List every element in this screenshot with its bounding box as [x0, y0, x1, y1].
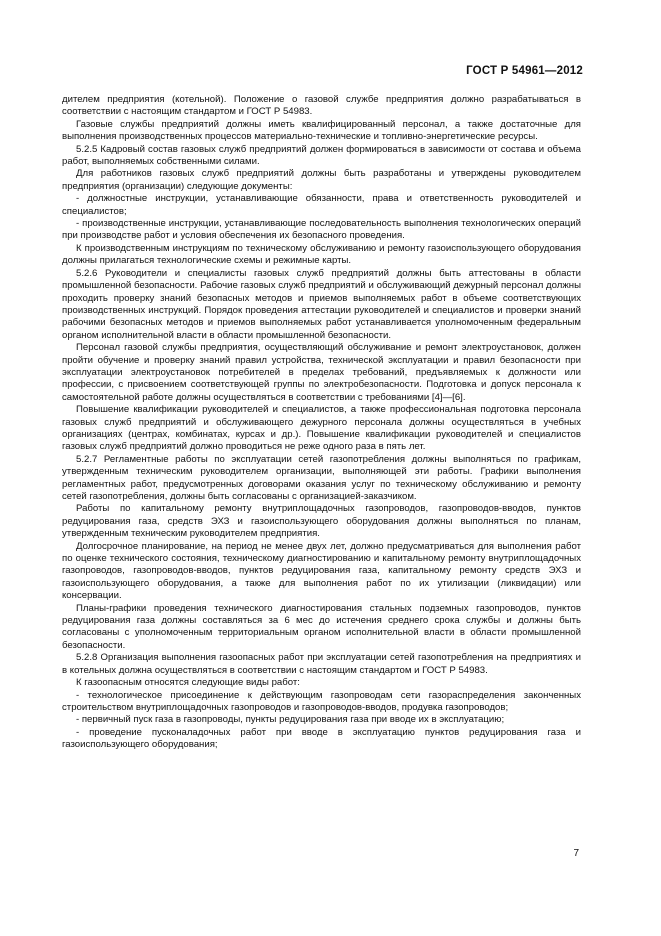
paragraph: Персонал газовой службы предприятия, осуществляющий обслуживание и ремонт электроустановок, должен пройти обучение и проверку знаний правил устройства, технической эксплуатации и правил безопасности при эксплуатации электроустановок потребителей в пределах требований, предъявляемых к должности или профессии, с присвоением соответствующей группы по электробезопасности. Подготовка и допуск персонала к самостоятельной работе должны осуществляться в соответствии с требованиями [4]—[6]. [62, 342, 581, 403]
paragraph: Газовые службы предприятий должны иметь квалифицированный персонал, а также достаточные для выполнения производственных процессов материально-технические и топливно-энергетические ресурсы. [62, 118, 581, 143]
paragraph: 5.2.6 Руководители и специалисты газовых служб предприятий должны быть аттестованы в области промышленной безопасности. Рабочие газовых служб предприятий и обслуживающий дежурный персонал должны проходить проверку знаний безопасных методов и приемов выполняемых работ в объеме соответствующих производственных инструкций. Порядок проведения аттестации руководителей и специалистов и проверки знаний рабочими безопасных методов и приемов выполняемых работ устанавливается уполномоченным федеральным органом исполнительной власти в области промышленной безопасности. [62, 267, 581, 341]
paragraph: Планы-графики проведения технического диагностирования стальных подземных газопроводов, пунктов редуцирования газа должны составляться за 6 мес до истечения среднего срока службы и должны быть согласованы с уполномоченным территориальным органом исполнительной власти в области промышленной безопасности. [62, 602, 581, 651]
paragraph: 5.2.8 Организация выполнения газоопасных работ при эксплуатации сетей газопотребления на предприятиях и в котельных должна осуществляться в соответствии с настоящим стандартом и ГОСТ Р 54983. [62, 652, 581, 676]
paragraph: дителем предприятия (котельной). Положение о газовой службе предприятия должно разрабатываться в соответствии с настоящим стандартом и ГОСТ Р 54983. [62, 94, 581, 118]
list-item: - производственные инструкции, устанавливающие последовательность выполнения технологических операций при производстве работ и условия обеспечения их безопасного проведения. [62, 218, 581, 242]
paragraph: Повышение квалификации руководителей и специалистов, а также профессиональная подготовка персонала газовых служб предприятий и обслуживающего дежурного персонала должны осуществляться в учебных организациях (центрах, комбинатах, курсах и др.). Повышение квалификации руководителей и специалистов газовых служб предприятий должно проводиться не реже одного раза в пять лет. [62, 404, 581, 453]
list-item: - проведение пусконаладочных работ при вводе в эксплуатацию пунктов редуцирования газа и газоиспользующего оборудования; [62, 726, 581, 751]
paragraph: К газоопасным относятся следующие виды работ: [76, 677, 300, 689]
paragraph: 5.2.7 Регламентные работы по эксплуатации сетей газопотребления должны выполняться по графикам, утвержденным техническим руководителем организации, выполняющей эти работы. Графики выполнения регламентных работ, предусмотренных договорами оказания услуг по техническому обслуживанию и ремонту сетей газопотребления, должны быть согласованы с организацией-заказчиком. [62, 453, 581, 502]
paragraph: 5.2.5 Кадровый состав газовых служб предприятий должен формироваться в зависимости от состава и объема работ, выполняемых собственными силами. [62, 143, 581, 168]
paragraph: Для работников газовых служб предприятий должны быть разработаны и утверждены руководителем предприятия (организации) следующие документы: [62, 168, 581, 192]
list-item: - должностные инструкции, устанавливающие обязанности, права и ответственность руководителей и специалистов; [62, 193, 581, 217]
standard-header: ГОСТ Р 54961—2012 [466, 65, 583, 77]
list-item: - технологическое присоединение к действующим газопроводам сети газораспределения законченных строительством внутриплощадочных газопроводов и газопроводов-вводов, продувка газопроводов; [62, 689, 581, 713]
paragraph: К производственным инструкциям по техническому обслуживанию и ремонту газоиспользующего оборудования должны прилагаться технологические схемы и режимные карты. [62, 242, 581, 267]
paragraph: Работы по капитальному ремонту внутриплощадочных газопроводов, газопроводов-вводов, пунктов редуцирования газа, средств ЭХЗ и газоиспользующего оборудования должны выполняться по планам, утвержденным техническим руководителем предприятия. [62, 503, 581, 540]
page-number: 7 [573, 848, 579, 859]
document-body [62, 94, 581, 752]
paragraph: Долгосрочное планирование, на период не менее двух лет, должно предусматриваться для выполнения работ по оценке технического состояния, техническому диагностированию и капитальному ремонту внутриплощадочных газопроводов, газопроводов-вводов, пунктов редуцирования газа, капитальному ремонту средств ЭХЗ и газоиспользующего оборудования, а также для выполнения работ по их утилизации (ликвидации) или консервации. [62, 540, 581, 602]
list-item: - первичный пуск газа в газопроводы, пункты редуцирования газа при вводе их в эксплуатацию; [76, 714, 505, 726]
